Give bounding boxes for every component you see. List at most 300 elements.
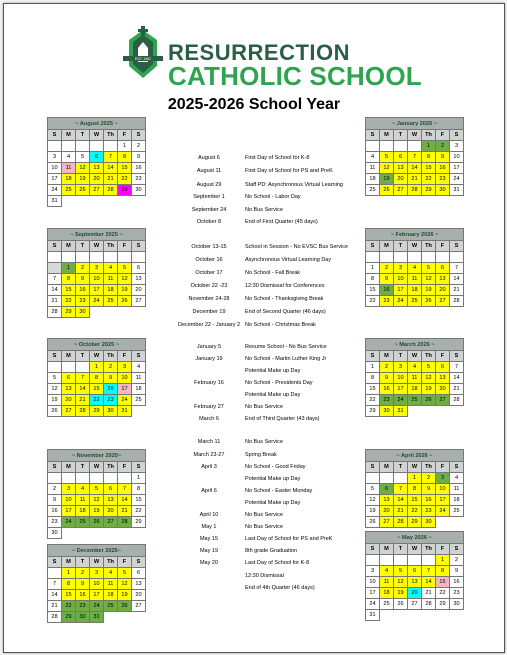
day-cell: 7 <box>450 263 464 274</box>
day-cell: 13 <box>132 579 146 590</box>
day-cell: 29 <box>62 612 76 623</box>
day-cell: 9 <box>76 274 90 285</box>
month-title: ~ August 2025 ~ <box>48 118 146 130</box>
day-cell: 2 <box>380 263 394 274</box>
weekday-header: W <box>90 557 104 568</box>
event-description: Spring Break <box>245 452 277 458</box>
day-cell: 5 <box>422 263 436 274</box>
day-cell: 18 <box>408 285 422 296</box>
event-row <box>159 194 359 202</box>
day-cell: 20 <box>380 506 394 517</box>
day-cell: 9 <box>380 274 394 285</box>
day-cell: 20 <box>62 395 76 406</box>
day-cell: 18 <box>380 588 394 599</box>
day-cell: 14 <box>76 384 90 395</box>
day-cell: 4 <box>408 362 422 373</box>
day-cell: 20 <box>90 174 104 185</box>
weekday-header: S <box>450 544 464 555</box>
day-cell: 13 <box>436 373 450 384</box>
day-cell: 3 <box>90 568 104 579</box>
day-cell: 10 <box>48 163 62 174</box>
day-cell: 12 <box>422 373 436 384</box>
day-cell: 16 <box>436 163 450 174</box>
school-name-line1: RESURRECTION <box>168 40 351 65</box>
month-title: ~ November 2025~ <box>48 450 146 462</box>
day-cell: 27 <box>104 517 118 528</box>
event-row <box>159 536 359 544</box>
event-description: Asynchronous Virtual Learning Day <box>245 257 332 263</box>
day-cell <box>380 555 394 566</box>
day-cell: 15 <box>408 495 422 506</box>
day-cell: 7 <box>48 274 62 285</box>
day-cell: 23 <box>436 174 450 185</box>
day-cell: 21 <box>422 588 436 599</box>
day-cell <box>132 252 146 263</box>
day-cell: 22 <box>62 296 76 307</box>
weekday-header: Th <box>104 130 118 141</box>
day-cell <box>48 263 62 274</box>
day-cell: 6 <box>62 373 76 384</box>
event-row <box>159 512 359 520</box>
day-cell: 2 <box>380 362 394 373</box>
day-cell: 16 <box>76 285 90 296</box>
day-cell: 12 <box>48 384 62 395</box>
day-cell: 7 <box>450 362 464 373</box>
event-row <box>159 439 359 447</box>
day-cell: 26 <box>118 601 132 612</box>
day-cell <box>104 473 118 484</box>
event-description: 12:30 Dismissal for Conferences <box>245 283 325 289</box>
event-row <box>159 257 359 265</box>
day-cell: 3 <box>48 152 62 163</box>
day-cell: 17 <box>62 506 76 517</box>
event-description: School in Session - No EVSC Bus Service <box>245 244 349 250</box>
day-cell: 27 <box>436 296 450 307</box>
day-cell: 6 <box>436 263 450 274</box>
day-cell: 14 <box>118 495 132 506</box>
month-title: ~ September 2025 ~ <box>48 229 146 241</box>
day-cell: 4 <box>104 568 118 579</box>
day-cell: 10 <box>450 152 464 163</box>
day-cell: 20 <box>132 285 146 296</box>
day-cell <box>380 141 394 152</box>
weekday-header: Th <box>422 130 436 141</box>
day-cell: 22 <box>90 395 104 406</box>
event-date: May 15 <box>199 536 219 542</box>
day-cell: 26 <box>48 406 62 417</box>
day-cell: 10 <box>394 373 408 384</box>
weekday-header: F <box>436 544 450 555</box>
event-row <box>159 560 359 568</box>
day-cell: 30 <box>436 185 450 196</box>
day-cell: 11 <box>408 373 422 384</box>
day-cell: 22 <box>62 601 76 612</box>
day-cell: 1 <box>132 473 146 484</box>
day-cell: 15 <box>436 577 450 588</box>
weekday-header: Th <box>422 544 436 555</box>
day-cell: 23 <box>450 588 464 599</box>
day-cell <box>62 141 76 152</box>
day-cell: 15 <box>422 163 436 174</box>
day-cell: 5 <box>366 484 380 495</box>
day-cell: 28 <box>48 612 62 623</box>
day-cell: 12 <box>366 495 380 506</box>
day-cell <box>380 252 394 263</box>
weekday-header: S <box>132 351 146 362</box>
day-cell: 30 <box>132 185 146 196</box>
day-cell: 8 <box>366 373 380 384</box>
day-cell: 23 <box>76 296 90 307</box>
weekday-header: S <box>48 462 62 473</box>
day-cell: 21 <box>450 384 464 395</box>
day-cell: 7 <box>422 566 436 577</box>
event-row <box>159 344 359 352</box>
event-description: No School - Christmas Break <box>245 322 316 328</box>
day-cell: 21 <box>408 174 422 185</box>
day-cell: 5 <box>394 566 408 577</box>
day-cell: 7 <box>118 484 132 495</box>
weekday-header: W <box>90 241 104 252</box>
event-row <box>159 416 359 424</box>
day-cell: 22 <box>118 174 132 185</box>
day-cell: 28 <box>104 185 118 196</box>
day-cell: 2 <box>48 484 62 495</box>
weekday-header: F <box>436 241 450 252</box>
day-cell: 7 <box>408 152 422 163</box>
event-date: December 19 <box>192 309 226 315</box>
day-cell: 14 <box>104 163 118 174</box>
day-cell: 21 <box>118 506 132 517</box>
month-title: ~ April 2026 ~ <box>366 450 464 462</box>
weekday-header: M <box>380 351 394 362</box>
day-cell: 1 <box>62 568 76 579</box>
weekday-header: F <box>118 462 132 473</box>
day-cell <box>380 473 394 484</box>
day-cell <box>90 252 104 263</box>
day-cell: 20 <box>436 384 450 395</box>
event-row <box>159 155 359 163</box>
day-cell: 26 <box>422 296 436 307</box>
day-cell: 1 <box>408 473 422 484</box>
month-calendar-left-0 <box>47 117 146 207</box>
day-cell: 20 <box>408 588 422 599</box>
day-cell: 5 <box>118 568 132 579</box>
day-cell <box>76 362 90 373</box>
event-row <box>159 270 359 278</box>
day-cell: 17 <box>436 495 450 506</box>
day-cell: 11 <box>76 495 90 506</box>
day-cell: 1 <box>118 141 132 152</box>
day-cell: 8 <box>118 152 132 163</box>
event-row <box>159 309 359 317</box>
weekday-header: S <box>48 557 62 568</box>
page-title: 2025-2026 School Year <box>167 96 341 113</box>
weekday-header: F <box>118 130 132 141</box>
logo-est-text: EST. 1962 <box>134 57 152 61</box>
event-date: October 16 <box>195 257 223 263</box>
day-cell: 11 <box>408 274 422 285</box>
day-cell: 12 <box>118 579 132 590</box>
day-cell: 26 <box>90 517 104 528</box>
day-cell: 30 <box>76 612 90 623</box>
event-row <box>159 322 359 330</box>
weekday-header: M <box>62 557 76 568</box>
day-cell: 10 <box>118 373 132 384</box>
day-cell <box>48 473 62 484</box>
day-cell: 31 <box>450 185 464 196</box>
day-cell: 30 <box>380 406 394 417</box>
day-cell: 4 <box>62 152 76 163</box>
weekday-header: F <box>436 351 450 362</box>
day-cell: 13 <box>436 274 450 285</box>
day-cell: 24 <box>90 601 104 612</box>
day-cell: 27 <box>408 599 422 610</box>
day-cell: 18 <box>450 495 464 506</box>
day-cell: 21 <box>76 395 90 406</box>
day-cell: 2 <box>436 141 450 152</box>
day-cell: 1 <box>436 555 450 566</box>
event-date: October 22 -23 <box>190 283 228 289</box>
event-date: September 24 <box>191 207 227 213</box>
day-cell <box>62 473 76 484</box>
day-cell: 19 <box>118 285 132 296</box>
weekday-header: S <box>132 557 146 568</box>
day-cell: 28 <box>394 517 408 528</box>
day-cell: 6 <box>436 362 450 373</box>
day-cell: 12 <box>380 163 394 174</box>
day-cell <box>422 252 436 263</box>
event-date: October 17 <box>195 270 223 276</box>
weekday-header: W <box>90 462 104 473</box>
weekday-header: T <box>76 557 90 568</box>
day-cell: 17 <box>118 384 132 395</box>
day-cell: 28 <box>76 406 90 417</box>
day-cell: 11 <box>104 274 118 285</box>
day-cell: 19 <box>118 590 132 601</box>
day-cell: 19 <box>76 174 90 185</box>
day-cell: 10 <box>394 274 408 285</box>
day-cell: 11 <box>380 577 394 588</box>
day-cell: 15 <box>132 495 146 506</box>
day-cell: 27 <box>394 185 408 196</box>
day-cell: 18 <box>104 285 118 296</box>
day-cell: 24 <box>394 395 408 406</box>
day-cell: 25 <box>104 296 118 307</box>
day-cell: 18 <box>76 506 90 517</box>
month-calendar-right-4 <box>365 531 464 621</box>
event-date: April 3 <box>201 464 217 470</box>
day-cell: 20 <box>394 174 408 185</box>
day-cell <box>76 473 90 484</box>
day-cell <box>394 252 408 263</box>
event-row <box>159 585 359 593</box>
day-cell: 4 <box>104 263 118 274</box>
month-title: ~ February 2026 ~ <box>366 229 464 241</box>
day-cell: 2 <box>76 568 90 579</box>
event-row <box>159 168 359 176</box>
day-cell: 20 <box>436 285 450 296</box>
event-description: End of First Quarter (45 days) <box>245 219 318 225</box>
event-date: February 27 <box>194 404 224 410</box>
day-cell: 31 <box>48 196 62 207</box>
day-cell: 1 <box>62 263 76 274</box>
day-cell: 27 <box>132 296 146 307</box>
event-date: April 6 <box>201 488 217 494</box>
event-row <box>159 244 359 252</box>
day-cell: 16 <box>422 495 436 506</box>
event-description: Potential Make up Day <box>245 392 301 398</box>
event-date: August 11 <box>196 168 222 174</box>
day-cell <box>90 473 104 484</box>
event-date: March 23-27 <box>193 452 225 458</box>
day-cell: 24 <box>366 599 380 610</box>
event-row <box>159 368 359 376</box>
day-cell: 3 <box>62 484 76 495</box>
day-cell: 19 <box>422 384 436 395</box>
day-cell: 24 <box>118 395 132 406</box>
weekday-header: T <box>394 351 408 362</box>
day-cell: 25 <box>76 517 90 528</box>
day-cell: 9 <box>436 152 450 163</box>
event-row <box>159 573 359 581</box>
day-cell: 5 <box>118 263 132 274</box>
day-cell: 28 <box>118 517 132 528</box>
day-cell: 24 <box>436 506 450 517</box>
day-cell: 22 <box>408 506 422 517</box>
day-cell: 4 <box>132 362 146 373</box>
day-cell: 6 <box>132 568 146 579</box>
day-cell: 7 <box>104 152 118 163</box>
day-cell: 23 <box>422 506 436 517</box>
event-row <box>159 500 359 508</box>
weekday-header: M <box>380 241 394 252</box>
event-date: October 13-15 <box>191 244 227 250</box>
event-date: September 1 <box>193 194 225 200</box>
day-cell: 10 <box>90 274 104 285</box>
day-cell: 23 <box>48 517 62 528</box>
day-cell: 14 <box>422 577 436 588</box>
day-cell: 3 <box>436 473 450 484</box>
day-cell: 4 <box>450 473 464 484</box>
event-description: No School - Thanksgiving Break <box>245 296 324 302</box>
day-cell: 4 <box>76 484 90 495</box>
month-title: ~ January 2026 ~ <box>366 118 464 130</box>
day-cell: 28 <box>450 395 464 406</box>
event-description: No Bus Service <box>245 404 283 410</box>
weekday-header: Th <box>104 462 118 473</box>
event-date: August 6 <box>198 155 220 161</box>
day-cell <box>408 141 422 152</box>
day-cell: 17 <box>48 174 62 185</box>
day-cell: 19 <box>90 506 104 517</box>
day-cell: 25 <box>366 185 380 196</box>
event-row <box>159 207 359 215</box>
event-row <box>159 296 359 304</box>
weekday-header: Th <box>422 351 436 362</box>
day-cell: 26 <box>118 296 132 307</box>
day-cell: 18 <box>62 174 76 185</box>
weekday-header: S <box>366 130 380 141</box>
day-cell: 18 <box>132 384 146 395</box>
day-cell <box>48 568 62 579</box>
day-cell: 25 <box>132 395 146 406</box>
day-cell: 28 <box>450 296 464 307</box>
event-description: No School - Good Friday <box>245 464 306 470</box>
event-date: April 10 <box>199 512 219 518</box>
weekday-header: S <box>48 130 62 141</box>
day-cell: 21 <box>48 296 62 307</box>
weekday-header: S <box>366 462 380 473</box>
event-description: End of Third Quarter (43 days) <box>245 416 320 422</box>
month-calendar-right-3 <box>365 449 464 528</box>
day-cell: 31 <box>118 406 132 417</box>
day-cell: 15 <box>118 163 132 174</box>
day-cell: 29 <box>366 406 380 417</box>
day-cell: 1 <box>422 141 436 152</box>
day-cell: 29 <box>90 406 104 417</box>
day-cell: 10 <box>366 577 380 588</box>
day-cell: 16 <box>132 163 146 174</box>
weekday-header: W <box>90 130 104 141</box>
event-row <box>159 476 359 484</box>
day-cell: 24 <box>450 174 464 185</box>
day-cell <box>436 252 450 263</box>
day-cell <box>62 252 76 263</box>
day-cell: 11 <box>62 163 76 174</box>
day-cell <box>408 252 422 263</box>
day-cell: 9 <box>380 373 394 384</box>
event-row <box>159 182 359 190</box>
weekday-header: M <box>62 130 76 141</box>
event-description: 8th grade Graduation <box>245 548 297 554</box>
day-cell: 21 <box>450 285 464 296</box>
event-description: Resume School - No Bus Service <box>245 344 327 350</box>
day-cell: 17 <box>90 590 104 601</box>
day-cell: 21 <box>394 506 408 517</box>
day-cell: 10 <box>90 579 104 590</box>
day-cell: 6 <box>380 484 394 495</box>
day-cell: 29 <box>436 599 450 610</box>
day-cell: 29 <box>132 517 146 528</box>
month-calendar-right-0 <box>365 117 464 196</box>
day-cell: 4 <box>366 152 380 163</box>
event-description: No Bus Service <box>245 439 283 445</box>
event-description: No School - Labor Day <box>245 194 301 200</box>
month-title: ~ March 2026 ~ <box>366 339 464 351</box>
day-cell: 9 <box>104 373 118 384</box>
day-cell <box>366 252 380 263</box>
day-cell: 5 <box>90 484 104 495</box>
day-cell: 7 <box>76 373 90 384</box>
day-cell: 28 <box>422 599 436 610</box>
weekday-header: W <box>408 130 422 141</box>
day-cell: 30 <box>450 599 464 610</box>
day-cell: 22 <box>132 506 146 517</box>
day-cell: 5 <box>422 362 436 373</box>
day-cell: 11 <box>450 484 464 495</box>
weekday-header: S <box>450 351 464 362</box>
weekday-header: S <box>450 462 464 473</box>
event-date: January 19 <box>195 356 223 362</box>
day-cell: 13 <box>132 274 146 285</box>
day-cell: 14 <box>48 285 62 296</box>
day-cell <box>76 252 90 263</box>
day-cell: 6 <box>394 152 408 163</box>
day-cell: 12 <box>394 577 408 588</box>
weekday-header: F <box>436 462 450 473</box>
day-cell: 18 <box>104 590 118 601</box>
event-row <box>159 464 359 472</box>
